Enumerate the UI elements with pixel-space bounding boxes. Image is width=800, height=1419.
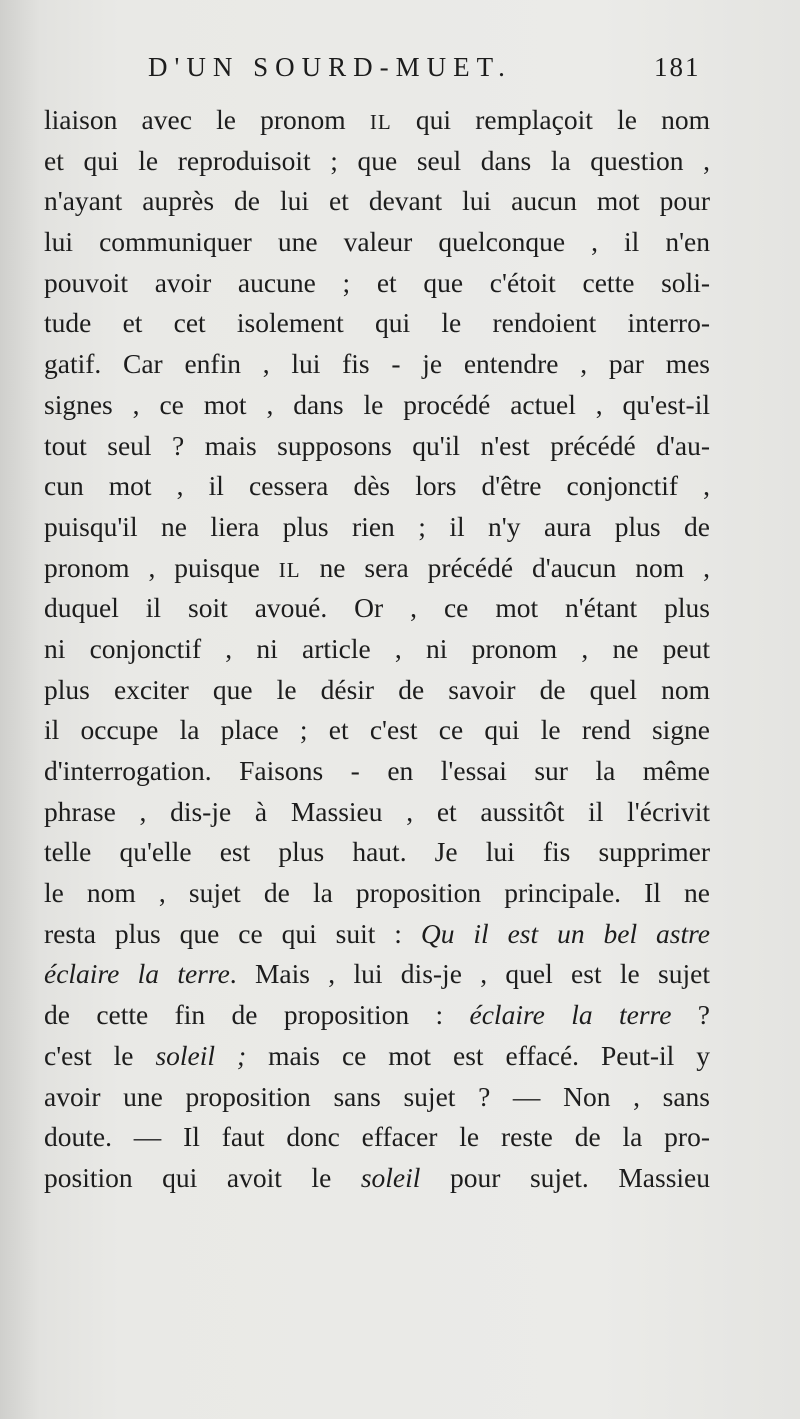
text-segment: d'interrogation. Faisons - en l'essai sur la même xyxy=(44,755,710,786)
text-segment: il occupe la place ; et c'est ce qui le rend signe xyxy=(44,714,710,746)
text-segment: ni conjonctif , ni article , ni pronom , ne peut xyxy=(44,632,710,664)
text-segment: tude et cet isolement qui le rendoient interro- xyxy=(44,307,710,339)
text-segment: pour sujet. Massieu xyxy=(420,1161,710,1193)
italic-text: soleil ; xyxy=(155,1039,247,1071)
text-segment: avoir une proposition sans sujet ? — Non , sans xyxy=(44,1080,710,1112)
text-segment: ? xyxy=(671,999,710,1031)
text-line xyxy=(44,588,710,629)
text-segment: pouvoit avoir aucune ; et que c'étoit cette soli- xyxy=(44,266,710,298)
text-segment: ne sera précédé d'aucun nom , xyxy=(300,551,710,583)
text-line xyxy=(44,1036,710,1077)
text-segment: plus exciter que le désir de savoir de quel nom xyxy=(44,673,710,705)
italic-text: soleil xyxy=(360,1161,421,1193)
text-line xyxy=(44,100,710,141)
text-line xyxy=(44,222,710,263)
text-line xyxy=(44,792,710,833)
text-line xyxy=(44,629,710,670)
text-line xyxy=(44,1117,710,1158)
text-line xyxy=(44,954,710,995)
italic-text: éclaire la terre xyxy=(469,999,672,1031)
text-line xyxy=(44,1158,710,1199)
text-line xyxy=(44,426,710,467)
text-segment: gatif. Car enfin , lui fis - je entendre , par mes xyxy=(44,348,710,380)
text-line xyxy=(44,751,710,792)
text-segment: tout seul ? mais supposons qu'il n'est précédé d'au- xyxy=(44,429,710,461)
text-line xyxy=(44,670,710,711)
text-segment: cun mot , il cessera dès lors d'être conjonctif , xyxy=(44,470,710,502)
text-line xyxy=(44,263,710,304)
text-segment: c'est le xyxy=(44,1039,156,1071)
text-segment: resta plus que ce qui suit : xyxy=(44,917,421,949)
body-text xyxy=(44,100,710,1199)
text-line xyxy=(44,141,710,182)
page-number: 181 xyxy=(654,52,701,82)
text-line xyxy=(44,995,710,1036)
text-segment: le nom , sujet de la proposition principale. Il ne xyxy=(44,877,710,909)
page-header xyxy=(0,52,800,92)
text-line xyxy=(44,548,710,589)
text-segment: liaison avec le pronom xyxy=(44,104,370,135)
text-segment: duquel il soit avoué. Or , ce mot n'étant plus xyxy=(44,592,710,624)
italic-text: éclaire la terre xyxy=(44,958,230,990)
text-segment: mais ce mot est effacé. Peut-il y xyxy=(246,1039,710,1071)
text-segment: puisqu'il ne liera plus rien ; il n'y aura plus de xyxy=(44,510,710,542)
text-segment: de cette fin de proposition : xyxy=(44,999,470,1031)
text-line xyxy=(44,507,710,548)
text-segment: . Mais , lui dis-je , quel est le sujet xyxy=(229,958,710,990)
text-segment: n'ayant auprès de lui et devant lui aucun mot pour xyxy=(44,185,710,217)
running-head: D'UN SOURD-MUET. xyxy=(148,52,512,82)
text-segment: telle qu'elle est plus haut. Je lui fis supprimer xyxy=(44,836,710,868)
text-segment: position qui avoit le xyxy=(44,1161,361,1193)
italic-text: Qu il est un bel astre xyxy=(420,917,710,949)
text-line xyxy=(44,181,710,222)
text-line xyxy=(44,873,710,914)
text-segment: signes , ce mot , dans le procédé actuel , qu'est-il xyxy=(44,388,710,420)
text-line xyxy=(44,1077,710,1118)
small-caps-text: IL xyxy=(369,110,392,134)
text-segment: phrase , dis-je à Massieu , et aussitôt il l'écrivit xyxy=(44,795,710,827)
text-segment: qui remplaçoit le nom xyxy=(391,104,711,135)
text-line xyxy=(44,344,710,385)
text-segment: et qui le reproduisoit ; que seul dans la question , xyxy=(44,144,710,176)
text-segment: doute. — Il faut donc effacer le reste de la pro- xyxy=(44,1121,710,1153)
text-line xyxy=(44,385,710,426)
small-caps-text: IL xyxy=(278,557,301,582)
text-segment: pronom , puisque xyxy=(44,551,279,583)
text-segment: lui communiquer une valeur quelconque , il n'en xyxy=(44,226,710,258)
text-line xyxy=(44,710,710,751)
text-line xyxy=(44,303,710,344)
text-line xyxy=(44,466,710,507)
text-line xyxy=(44,832,710,873)
text-line xyxy=(44,914,710,955)
